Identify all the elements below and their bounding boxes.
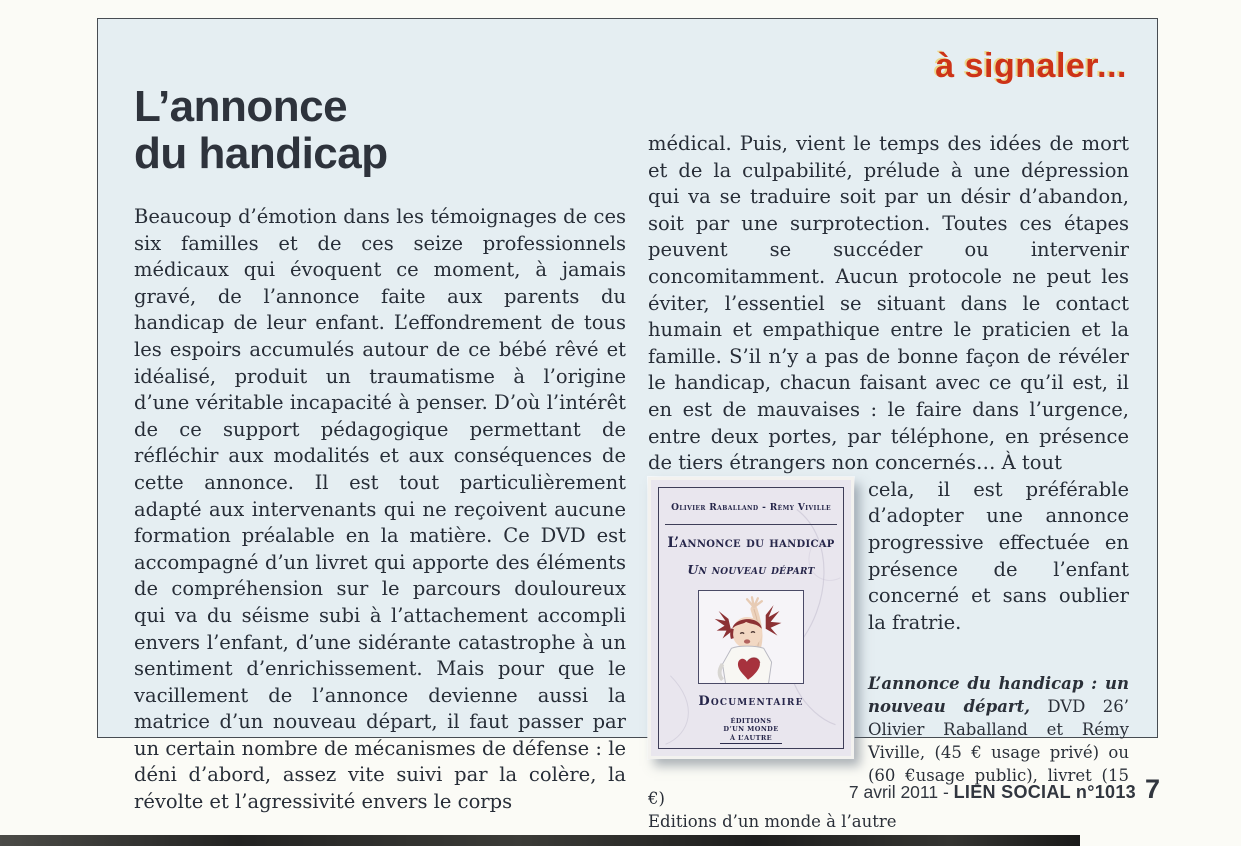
dvd-authors: Olivier Raballand - Rémy Viville xyxy=(665,495,837,526)
article-title xyxy=(134,83,388,177)
publisher-line-3: À L’AUTRE xyxy=(729,733,773,742)
publisher-line-1: ÉDITIONS xyxy=(730,717,772,726)
article-column-right xyxy=(648,131,1129,846)
girl-illustration xyxy=(699,591,803,684)
article-paragraph-right-wrapped: cela, il est préférable d’adopter une annonce progressive effectuée en présence de l’enfant concerné et sans oublier la fratrie. xyxy=(868,477,1129,634)
article-column-left xyxy=(134,204,626,816)
dvd-cover-frame xyxy=(658,487,844,749)
article-title-line2: du handicap xyxy=(134,129,388,178)
article-title-line1: L’annonce xyxy=(134,82,348,131)
dvd-title: L’annonce du handicap xyxy=(667,535,835,552)
dvd-genre-label: Documentaire xyxy=(698,693,804,709)
scan-edge-strip xyxy=(0,835,1080,846)
publisher-line-2: D’UN MONDE xyxy=(723,725,779,734)
dvd-illustration-box xyxy=(698,590,804,684)
footer-magazine-issue: LIEN SOCIAL n°1013 xyxy=(953,782,1136,802)
section-header: à signaler... xyxy=(935,47,1127,85)
caption-work-title: L’annonce du handicap : un nouveau départ, xyxy=(868,674,1129,717)
footer-page-number: 7 xyxy=(1144,774,1160,804)
dvd-cover xyxy=(648,477,854,759)
dvd-publisher-logo xyxy=(720,717,781,743)
article-paragraph-left: Beaucoup d’émotion dans les témoignages de ces six familles et de ces seize professionnels médicaux qui évoquent ce moment, à jamais gravé, de l’annonce faite aux parents du handicap de leur enfant. L’effondrement de tous les espoirs accumulés autour de ce bébé rêvé et idéalisé, produit un traumatisme à l’origine d’une véritable incapacité à penser. D’où l’intérêt de ce support pédagogique permettant de réfléchir aux modalités et aux conséquences de cette annonce. Il est tout particulièrement adapté aux intervenants qui ne reçoivent aucune formation préalable en la matière. Ce DVD est accompagné d’un livret qui apporte des éléments de compréhension sur le parcours douloureux qui va du séisme subi à l’attachement accompli envers l’enfant, d’une sidérante catastrophe à un sentiment d’enrichissement. Mais pour que le vacillement de l’annonce devienne aussi la matrice d’un nouveau départ, il faut passer par un certain nombre de mécanismes de défense : le déni d’abord, assez vite suivi par la colère, la révolte et l’agressivité envers le corps xyxy=(134,205,626,814)
dvd-subtitle: Un nouveau départ xyxy=(687,561,815,577)
article-paragraph-right-top: médical. Puis, vient le temps des idées de mort et de la culpabilité, prélude à une dépression qui va se traduire soit par un désir d’abandon, soit par une surprotection. Toutes ces étapes peuvent se succéder ou intervenir concomitamment. Aucun protocole ne peut les éviter, l’essentiel se situant dans le contact humain et empathique entre le praticien et la famille. S’il n’y a pas de bonne façon de révéler le handicap, chacun faisant avec ce qu’il est, il en est de mauvaises : le faire dans l’urgence, entre deux portes, par téléphone, en présence de tiers étrangers non concernés… À tout xyxy=(648,132,1129,475)
page-footer xyxy=(0,774,1160,805)
footer-date: 7 avril 2011 - xyxy=(848,782,954,802)
caption-publisher: Editions d’un monde à l’autre xyxy=(648,812,897,832)
caption-purchase-info: DVD 26’ Olivier Raballand et Rémy Viville, (45 € usage privé) ou (60 €usage public), livret (15 €) xyxy=(648,697,1129,809)
